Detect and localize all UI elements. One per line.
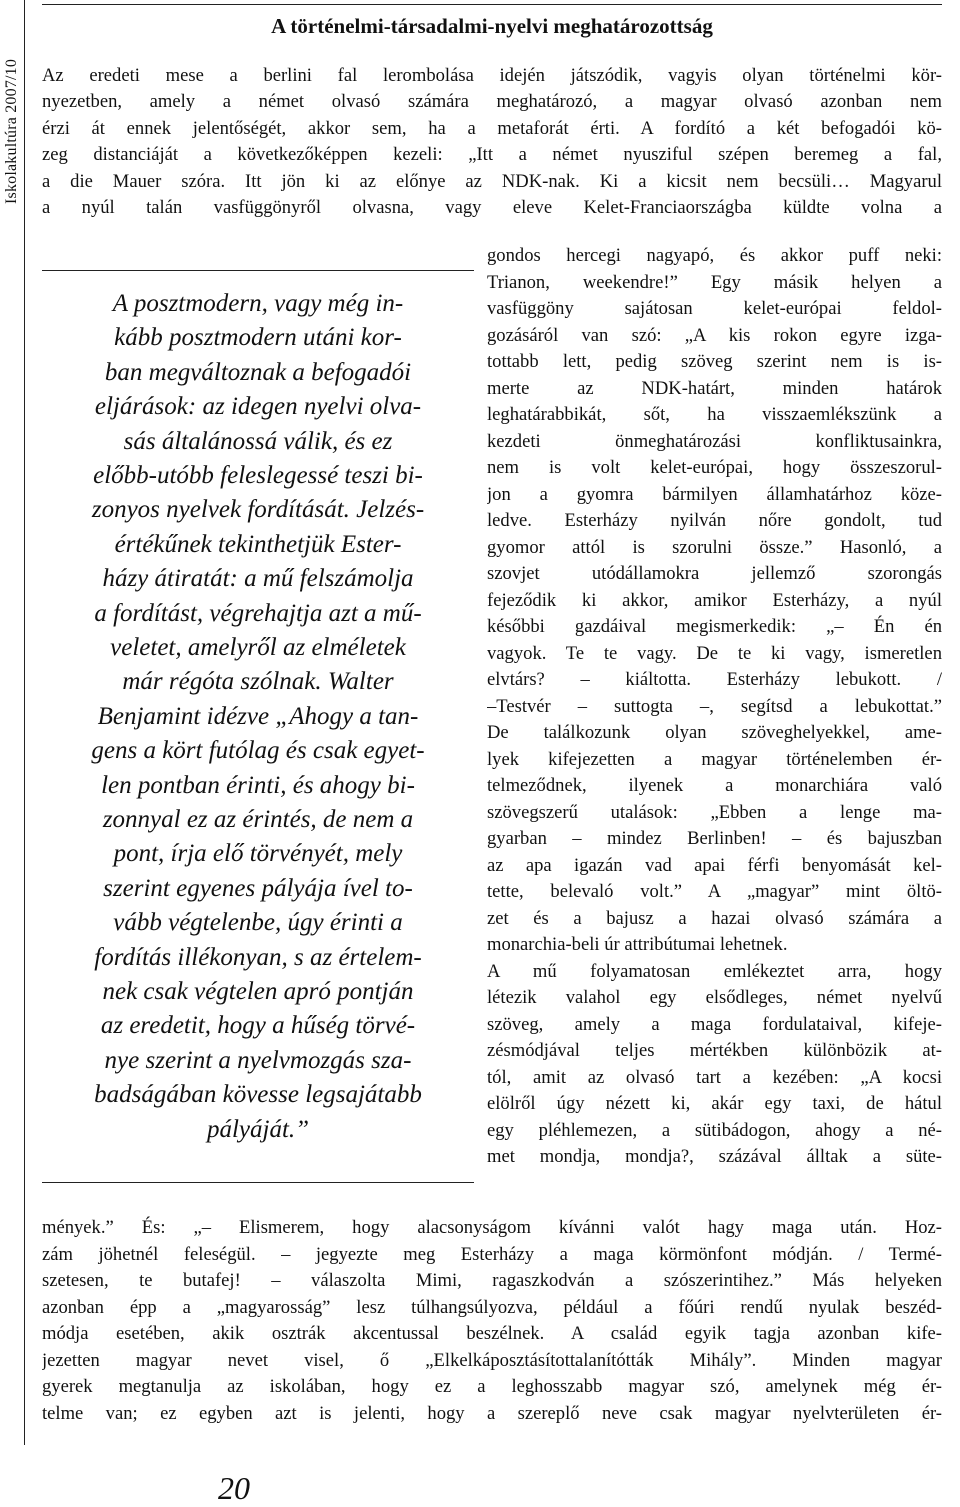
body-line: jon a gyomra bármilyen államhatárhoz köze- — [487, 483, 942, 505]
pull-quote-line: A posztmodern, vagy még in- — [112, 290, 404, 317]
body-line: ledve. Esterházy nyilván nőre gondolt, tud — [487, 510, 942, 531]
body-line: met mondja, mondja?, százával álltak a süte- — [487, 1146, 942, 1167]
body-line: az apa igazán vad apai férfi benyomását kel- — [487, 854, 942, 876]
body-line: gyarban – mindez Berlinben! – és bajuszban — [487, 828, 942, 849]
body-line: telmeződnek, ilyenek a monarchiára való — [487, 775, 942, 796]
body-line: gyomor attól is szorulni össze.” Hasonló, a — [487, 536, 942, 558]
body-line: jezetten magyar nevet visel, ő „Elkelkáposztásítottalanítótták Mihály”. Minden magyar — [42, 1349, 942, 1371]
body-line: vasfüggöny sajátosan kelet-európai feldol- — [487, 298, 942, 319]
pull-quote-line: előbb-utóbb feleslegessé teszi bi- — [93, 462, 423, 489]
pull-quote-line: már régóta szólnak. Walter — [122, 668, 394, 696]
pull-quote-line: nek csak végtelen apró pontján — [102, 978, 414, 1005]
body-line: szöveg, amely a maga fordulataival, kifeje- — [487, 1013, 942, 1035]
pull-quote-line: zonnyal ez az érintés, de nem a — [102, 806, 414, 833]
body-line: tette, belevaló volt.” A „magyar” mint öltö- — [487, 881, 942, 902]
pull-quote-line: gens a kört futólag és csak egyet- — [91, 737, 425, 765]
pull-quote-line: len pontban érinti, és ahogy bi- — [101, 771, 415, 799]
body-line: szetesen, te butafej! – válaszolta Mimi, ragaszkodván a szószerintihez.” Más helyeken — [42, 1270, 942, 1291]
body-line: gondos hercegi nagyapó, és akkor puff neki: — [487, 245, 942, 266]
pull-quote-line: vább végtelenbe, úgy érinti a — [113, 909, 403, 937]
body-line: későbbi gazdáival megismerkedik: „– Én én — [487, 616, 942, 637]
body-line: érzi át ennek jelentőségét, akkor sem, ha a metaforát érti. A fordító a két befogadói kö- — [42, 117, 942, 139]
pull-quote-line: zonyos nyelvek fordítását. Jelzés- — [91, 496, 425, 524]
pull-quote-line: házy átiratát: a mű felszámolja — [102, 565, 414, 593]
pull-quote-line: szerint egyenes pályája ível to- — [103, 874, 413, 902]
body-line: zeg distanciáját a következőképpen kezeli: „Itt a német nyusziful szépen beremeg a fal, — [42, 144, 942, 166]
body-line: tól, amit az olvasó tart a kezében: „A kocsi — [487, 1066, 942, 1088]
body-line: merte az NDK-határt, minden határok — [487, 377, 942, 399]
body-line: nyezetben, amely a német olvasó számára meghatározó, a magyar olvasó azonban nem — [42, 91, 942, 113]
body-line: zám jöhetnél feleségül. – jegyezte meg Esterházy a maga körmönfont módján. / Termé- — [42, 1243, 942, 1265]
body-line: Az eredeti mese a berlini fal lerombolása idején játszódik, vagyis olyan történelmi kör- — [42, 65, 942, 86]
pull-quote-bottom-rule — [42, 1182, 474, 1183]
body-line: zésmódjával teljes mértékben különbözik at- — [487, 1040, 942, 1061]
body-line: azonban épp a „magyarosság” lesz túlhangsúlyozva, például a főúri rendű nyulak beszéd- — [42, 1296, 942, 1318]
running-head: Iskolakultúra 2007/10 — [3, 58, 20, 204]
body-line: zet és a bajusz a hazai olvasó számára a — [487, 907, 942, 929]
pull-quote-line: eljárások: az idegen nyelvi olva- — [94, 393, 422, 421]
body-line: tottabb lett, pedig szöveg szerint nem is is- — [487, 351, 942, 372]
body-line: gozásáról van szó: „A kis rokon egyre izga- — [487, 324, 942, 346]
body-line: módja esetében, akik osztrák akcentussal beszélnek. A család egyik tagja azonban kife- — [42, 1323, 942, 1344]
pull-quote-line: badságában kövesse legsajátabb — [94, 1081, 422, 1109]
body-line: szovjet utódállamokra jellemző szorongás — [487, 563, 942, 584]
pull-quote-line: sás általánossá válik, és ez — [123, 427, 393, 455]
pull-quote-top-rule — [42, 270, 474, 271]
body-line: Trianon, weekendre!” Egy másik helyen a — [487, 271, 942, 293]
body-line: létezik valahol egy elsődleges, német nyelvű — [487, 987, 942, 1008]
body-line: –Testvér – suttogta –, segítsd a lebukottat.” — [487, 695, 942, 717]
page-number: 20 — [218, 1470, 250, 1506]
body-line: a nyúl talán vasfüggönyről olvasna, vagy eleve Kelet-Franciaországba küldte volna a — [42, 197, 942, 218]
body-line: elölről úgy nézett ki, akár egy taxi, de hátul — [487, 1093, 942, 1114]
body-line: nem is volt kelet-európai, hogy összeszorul- — [487, 457, 942, 478]
body-line: a die Mauer szóra. Itt jön ki az előnye az NDK-nak. Ki a kicsit nem becsüli… Magyarul — [42, 170, 942, 192]
journal-sidebar — [0, 0, 25, 1445]
pull-quote-line: nye szerint a nyelvmozgás sza- — [104, 1046, 412, 1074]
pull-quote-line: értékűnek tekinthetjük Ester- — [114, 530, 402, 558]
body-line: leghatárabbikát, sőt, ha visszaemlékszünk a — [487, 404, 942, 425]
pull-quote-line: a fordítást, végrehajtja azt a mű- — [94, 599, 422, 627]
section-heading: A történelmi-társadalmi-nyelvi meghatározottság — [271, 14, 713, 38]
top-rule — [42, 4, 942, 5]
body-line: vagyok. Te te vagy. De te ki vagy, ismeretlen — [487, 642, 942, 664]
pull-quote-line: Benjamint idézve „Ahogy a tan- — [97, 702, 419, 730]
pull-quote-line: pályáját.” — [206, 1115, 310, 1143]
body-line: monarchia-beli úr attribútumai lehetnek. — [487, 934, 788, 955]
body-line: gyerek megtanulja az iskolában, hogy ez a leghosszabb magyar szó, amelynek még ér- — [42, 1376, 942, 1397]
body-line: A mű folyamatosan emlékeztet arra, hogy — [487, 960, 942, 982]
pull-quote-line: az eredetit, hogy a hűség törvé- — [100, 1012, 416, 1040]
body-line: mények.” És: „– Elismerem, hogy alacsonyságom kívánni valót hagy maga után. Hoz- — [42, 1217, 942, 1238]
body-line: szövegszerű utalások: „Ebben a lenge ma- — [487, 801, 942, 823]
body-line: telme van; ez egyben azt is jelenti, hogy a szereplő neve csak magyar nyelvterületen ér- — [42, 1402, 942, 1424]
pull-quote-line: pont, írja elő törvényét, mely — [113, 840, 403, 868]
pull-quote-line: fordítás illékonyan, s az értelem- — [94, 943, 422, 971]
body-line: lyek kifejezetten a magyar történelemben ér- — [487, 748, 942, 770]
body-line: egy pléhlemezen, a sütibádogon, ahogy a né- — [487, 1119, 942, 1141]
pull-quote-line: ban megváltoznak a befogadói — [104, 358, 412, 386]
body-line: kezdeti önmeghatározási konfliktusainkra, — [487, 430, 942, 452]
pull-quote-line: veletet, amelyről az elméletek — [110, 634, 406, 661]
body-line: fejeződik ki akkor, amikor Esterházy, a nyúl — [487, 589, 942, 611]
body-line: De találkozunk olyan szöveghelyekkel, ame- — [487, 722, 942, 743]
pull-quote-line: kább posztmodern utáni kor- — [114, 324, 402, 352]
body-line: elvtárs? – kiáltotta. Esterházy lebukott. / — [487, 669, 942, 690]
